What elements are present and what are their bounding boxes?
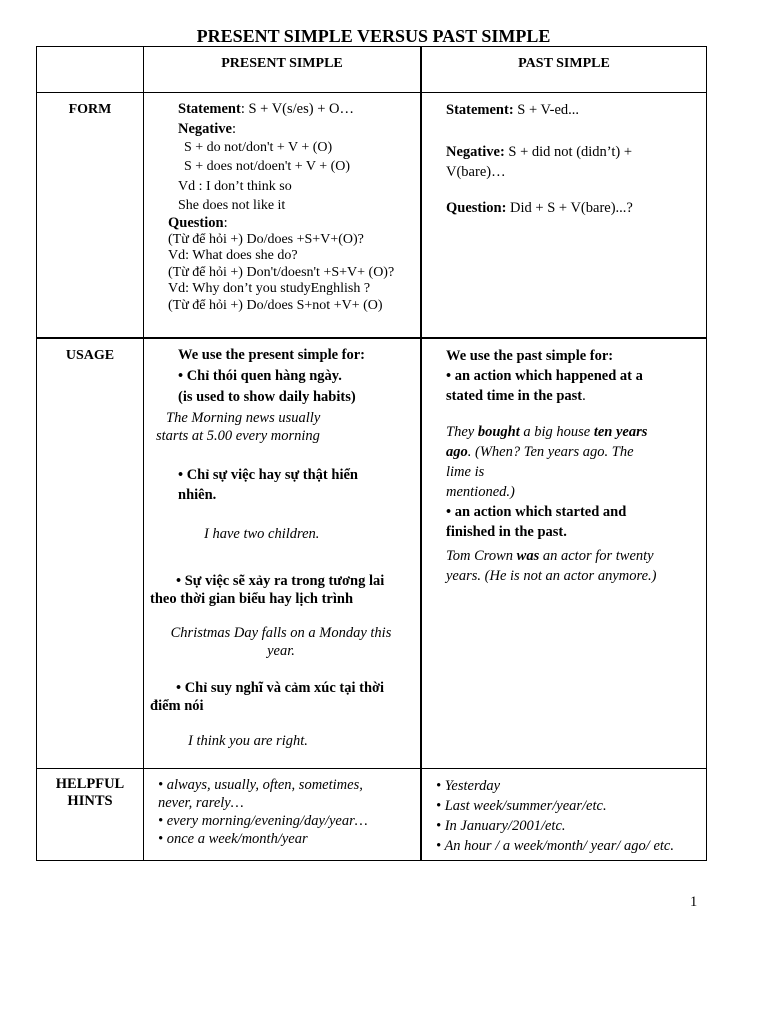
- hints-present-1: • always, usually, often, sometimes,: [158, 777, 363, 793]
- hints-past-cell: [421, 769, 707, 861]
- present-question: Question:: [168, 215, 228, 231]
- present-neg-1: S + do not/don't + V + (O): [184, 140, 333, 155]
- header-present: PRESENT SIMPLE: [144, 47, 422, 93]
- usage-present-b4a: • Chỉ suy nghĩ và cảm xúc tại thời: [176, 679, 385, 696]
- usage-past-b2a: • an action which started and: [446, 503, 627, 520]
- usage-present-ex4: I think you are right.: [188, 732, 308, 749]
- usage-present-b4b: điểm nói: [150, 697, 204, 714]
- present-negative: Negative:: [178, 121, 236, 137]
- present-q-3: (Từ để hỏi +) Don't/doesn't +S+V+ (O)?: [168, 264, 395, 280]
- hints-present-2: never, rarely…: [158, 795, 244, 811]
- usage-present-ex1a: The Morning news usually: [166, 409, 321, 426]
- hints-past-1: • Yesterday: [436, 778, 501, 794]
- usage-past-ex1-line3: lime is: [446, 463, 485, 480]
- present-neg-2: S + does not/doen't + V + (O): [184, 159, 351, 174]
- hints-past-4: • An hour / a week/month/ year/ ago/ etc.: [436, 838, 674, 854]
- usage-present-intro: We use the present simple for:: [178, 346, 365, 363]
- usage-present-ex3a: Christmas Day falls on a Monday this: [170, 624, 392, 641]
- hints-past-3: • In January/2001/etc.: [436, 818, 566, 834]
- usage-past-b1b: stated time in the past.: [446, 387, 586, 404]
- usage-present-b1: • Chỉ thói quen hàng ngày.: [178, 367, 342, 384]
- present-q-1: (Từ để hỏi +) Do/does +S+V+(O)?: [168, 231, 364, 247]
- hints-label-1: HELPFUL: [55, 776, 125, 792]
- usage-past-ex1: They bought a big house ten years: [446, 423, 648, 440]
- header-past: PAST SIMPLE: [421, 47, 707, 93]
- form-present-cell: [144, 93, 422, 338]
- past-statement: Statement: S + V-ed...: [446, 102, 580, 118]
- past-question: Question: Did + S + V(bare)...?: [446, 200, 633, 216]
- present-q-2: Vd: What does she do?: [168, 248, 298, 263]
- usage-past-b2b: finished in the past.: [446, 523, 567, 540]
- comparison-table: [36, 46, 707, 861]
- past-negative-2: V(bare)…: [446, 164, 506, 180]
- hints-present-cell: [144, 769, 422, 861]
- usage-past-cell: [421, 338, 707, 769]
- form-past-cell: [421, 93, 707, 338]
- usage-present-b2b: nhiên.: [178, 486, 217, 503]
- present-statement: Statement: S + V(s/es) + O…: [178, 101, 354, 117]
- usage-past-intro: We use the past simple for:: [446, 347, 614, 364]
- usage-present-b3a: • Sự việc sẽ xảy ra trong tương lai: [176, 572, 385, 589]
- usage-present-b3b: theo thời gian biểu hay lịch trình: [150, 590, 354, 607]
- hints-label: [37, 769, 144, 861]
- header-row: [37, 47, 707, 93]
- form-row: [37, 93, 707, 338]
- present-q-5: (Từ để hỏi +) Do/does S+not +V+ (O): [168, 297, 383, 313]
- hints-past-2: • Last week/summer/year/etc.: [436, 798, 607, 814]
- usage-past-ex1-line2: ago. (When? Ten years ago. The: [446, 443, 634, 460]
- usage-past-b1a: • an action which happened at a: [446, 367, 643, 384]
- usage-present-b1b: (is used to show daily habits): [178, 388, 356, 405]
- usage-present-cell: [144, 338, 422, 769]
- page-number: 1: [690, 894, 698, 910]
- present-ex-1: Vd : I don’t think so: [178, 179, 292, 194]
- hints-label-2: HINTS: [67, 793, 113, 809]
- hints-present-4: • once a week/month/year: [158, 831, 308, 847]
- usage-present-ex3b: year.: [267, 642, 295, 659]
- form-label: FORM: [37, 93, 144, 338]
- usage-present-ex1b: starts at 5.00 every morning: [156, 427, 320, 444]
- hints-row: [37, 769, 707, 861]
- usage-row: [37, 338, 707, 769]
- usage-past-ex1-line4: mentioned.): [446, 483, 515, 500]
- usage-present-b2a: • Chỉ sự việc hay sự thật hiển: [178, 466, 358, 483]
- past-negative: Negative: S + did not (didn’t) +: [446, 144, 633, 160]
- usage-past-ex2-line2: years. (He is not an actor anymore.): [446, 567, 657, 584]
- header-empty-cell: [37, 47, 144, 93]
- present-q-4: Vd: Why don’t you studyEnghlish ?: [168, 281, 371, 296]
- usage-present-ex2: I have two children.: [204, 525, 320, 542]
- usage-label: USAGE: [37, 338, 144, 769]
- usage-past-ex2: Tom Crown was an actor for twenty: [446, 547, 654, 564]
- present-ex-2: She does not like it: [178, 198, 286, 213]
- hints-present-3: • every morning/evening/day/year…: [158, 813, 368, 829]
- page-title: PRESENT SIMPLE VERSUS PAST SIMPLE: [196, 26, 551, 46]
